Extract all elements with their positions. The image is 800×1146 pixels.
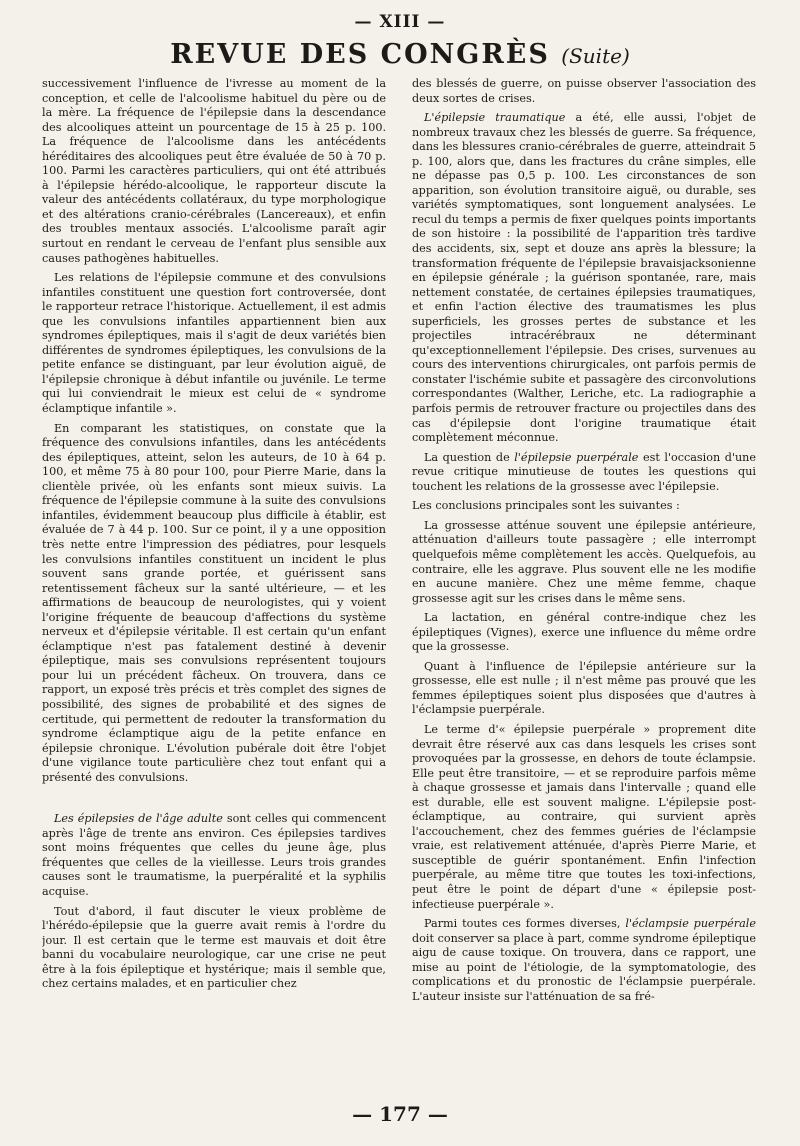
paragraph-text: Parmi toutes ces formes diverses, bbox=[424, 917, 626, 931]
paragraph bbox=[42, 812, 386, 899]
paragraph: Les conclusions principales sont les suivantes : bbox=[412, 499, 680, 513]
paragraph bbox=[412, 111, 756, 446]
emphasis-term: Les épilepsies de l'âge adulte bbox=[54, 812, 223, 826]
page-roman-numeral: — XIII — bbox=[354, 12, 446, 32]
paragraph-text: est l'occasion d'une revue critique minutieuse de toutes les questions qui touchent les relations de la grossesse avec l'épilepsie. bbox=[412, 450, 756, 493]
page-number: — 177 — bbox=[352, 1102, 448, 1126]
running-header bbox=[0, 40, 800, 71]
section-gap bbox=[42, 790, 386, 812]
emphasis-term: l'épilepsie puerpérale bbox=[514, 450, 639, 464]
paragraph-text: sont celles qui commencent après l'âge de trente ans environ. Ces épilepsies tardives sont moins fréquentes que celles du jeune âge, plus fréquentes que celles de la vieillesse. Leurs trois grandes causes sont le traumatisme, la puerpéralité et la syphilis acquise. bbox=[42, 812, 386, 898]
paragraph-text: doit conserver sa place à part, comme syndrome épileptique aigu de cause toxique. On trouvera, dans ce rapport, une mise au point de l'étiologie, de la symptomatologie, des complications et du pronostic de l'éclampsie puerpérale. L'auteur insiste sur l'atténuation de sa fré- bbox=[412, 931, 756, 1003]
paragraph: Quant à l'influence de l'épilepsie antérieure sur la grossesse, elle est nulle ; il n'est même pas prouvé que les femmes épileptiques soient plus disposées que d'autres à l'éclampsie puerpérale. bbox=[412, 659, 756, 717]
header-title: REVUE DES CONGRÈS bbox=[170, 39, 550, 70]
paragraph: En comparant les statistiques, on constate que la fréquence des convulsions infantiles, dans les antécédents des épileptiques, atteint, selon les auteurs, de 10 à 64 p. 100, et même 75 à 80 pour 100, pour Pierre Marie, dans la clientèle privée, où les enfants sont mieux suivis. La fréquence de l'épilepsie commune à la suite des convulsions infantiles, évidemment beaucoup plus difficile à établir, est évaluée de 7 à 44 p. 100. Sur ce point, il y a une opposition très nette entre l'impression des pédiatres, pour lesquels les convulsions infantiles constituent un incident le plus souvent sans grande portée, et guérissent sans retentissement fâcheux sur la santé ultérieure, — et les affirmations de beaucoup de neurologistes, qui y voient l'origine fréquente de beaucoup d'affections du système nerveux et d'épilepsie véritable. Il est certain qu'un enfant éclamptique n'est pas fatalement destiné à devenir épileptique, mais ses convulsions représentent toujours pour lui un précédent fâcheux. On trouvera, dans ce rapport, un exposé très précis et très complet des signes de possibilité, des signes de probabilité et des signes de certitude, qui permettent de redouter la transformation du syndrome éclamptique aigu de la petite enfance en épilepsie chronique. L'évolution pubérale doit être l'objet d'une vigilance toute particulière chez tout enfant qui a présenté des convulsions. bbox=[42, 421, 386, 784]
paragraph: Tout d'abord, il faut discuter le vieux problème de l'hérédo-épilepsie que la guerre avait remis à l'ordre du jour. Il est certain que le terme est mauvais et doit être banni du vocabulaire neurologique, car une crise ne peut être à la fois épileptique et hystérique; mais il semble que, chez certains malades, et en particulier chez bbox=[42, 904, 386, 991]
right-column bbox=[412, 77, 756, 1117]
paragraph-text: La question de bbox=[424, 450, 515, 464]
header-suite: (Suite) bbox=[561, 44, 630, 68]
left-column bbox=[42, 77, 386, 1117]
paragraph: La lactation, en général contre-indique chez les épileptiques (Vignes), exerce une influence du même ordre que la grossesse. bbox=[412, 611, 756, 654]
paragraph: Les relations de l'épilepsie commune et des convulsions infantiles constituent une question fort controversée, dont le rapporteur retrace l'historique. Actuellement, il est admis que les convulsions infantiles appartiennent bien aux syndromes épileptiques, mais il s'agit de deux variétés bien différentes de syndromes épileptiques, les convulsions de la petite enfance se distinguant, par leur évolution aiguë, de l'épilepsie chronique à début infantile ou juvénile. Le terme qui lui conviendrait le mieux est celui de « syndrome éclamptique infantile ». bbox=[42, 271, 386, 416]
paragraph: Le terme d'« épilepsie puerpérale » proprement dite devrait être réservé aux cas dans lesquels les crises sont provoquées par la grossesse, en dehors de toute éclampsie. Elle peut être transitoire, — et se reproduire parfois même à chaque grossesse et jamais dans l'intervalle ; quand elle est durable, elle est souvent maligne. L'épilepsie post-éclamptique, au contraire, qui survient après l'accouchement, chez des femmes guéries de l'éclampsie vraie, est relativement atténuée, d'après Pierre Marie, et susceptible de guérir spontanément. Enfin l'infection puerpérale, au même titre que toutes les toxi-infections, peut être le point de départ d'une « épilepsie post-infectieuse puerpérale ». bbox=[412, 722, 756, 911]
paragraph-text: a été, elle aussi, l'objet de nombreux travaux chez les blessés de guerre. Sa fréquence, dans les blessures cranio-cérébrales de guerre, atteindrait 5 p. 100, alors que, dans les fractures du crâne simples, elle ne dépasse pas 0,5 p. 100. Les circonstances de son apparition, son évolution transitoire aiguë, ou durable, ses variétés symptomatiques, sont longuement analysées. Le recul du temps a permis de fixer quelques points importants de son histoire : la possibilité de l'apparition très tardive des accidents, six, sept et douze ans après la blessure; la transformation fréquente de l'épilepsie bravaisjacksonienne en épilepsie générale ; la guérison spontanée, rare, mais nettement constatée, de certaines épilepsies traumatiques, et enfin l'action élective des traumatismes les plus superficiels, les grosses pertes de substance et les projectiles intracérébraux ne déterminant qu'exceptionnellement l'épilepsie. Des crises, survenues au cours des interventions chirurgicales, ont parfois permis de constater l'ischémie subite et passagère des circonvolutions correspondantes (Walther, Leriche, etc. La radiographie a parfois permis de retrouver fracture ou projectiles dans des cas d'épilepsie dont l'origine traumatique était complètement méconnue. bbox=[412, 111, 756, 445]
paragraph bbox=[412, 451, 756, 495]
paragraph: successivement l'influence de l'ivresse au moment de la conception, et celle de l'alcoolisme habituel du père ou de la mère. La fréquence de l'épilepsie dans la descendance des alcooliques atteint un pourcentage de 15 à 25 p. 100. La fréquence de l'alcoolisme dans les antécédents héréditaires des alcooliques peut être évaluée de 50 à 70 p. 100. Parmi les caractères particuliers, qui ont été attribués à l'épilepsie hérédo-alcoolique, le rapporteur discute la valeur des antécédents collatéraux, du type morphologique et des altérations cranio-cérébrales (Lancereaux), et enfin des troubles mentaux associés. L'alcoolisme paraît agir surtout en rendant le cerveau de l'enfant plus sensible aux causes pathogènes habituelles. bbox=[42, 77, 386, 265]
emphasis-term: l'éclampsie puerpérale bbox=[625, 917, 756, 931]
paragraph: La grossesse atténue souvent une épilepsie antérieure, atténuation d'ailleurs toute passagère ; elle interrompt quelquefois même complètement les accès. Quelquefois, au contraire, elle les aggrave. Plus souvent elle ne les modifie en aucune manière. Chez une même femme, chaque grossesse agit sur les crises dans le même sens. bbox=[412, 518, 756, 605]
emphasis-term: L'épilepsie traumatique bbox=[424, 111, 566, 125]
paragraph: des blessés de guerre, on puisse observer l'association des deux sortes de crises. bbox=[412, 77, 756, 105]
paragraph bbox=[412, 917, 756, 1004]
